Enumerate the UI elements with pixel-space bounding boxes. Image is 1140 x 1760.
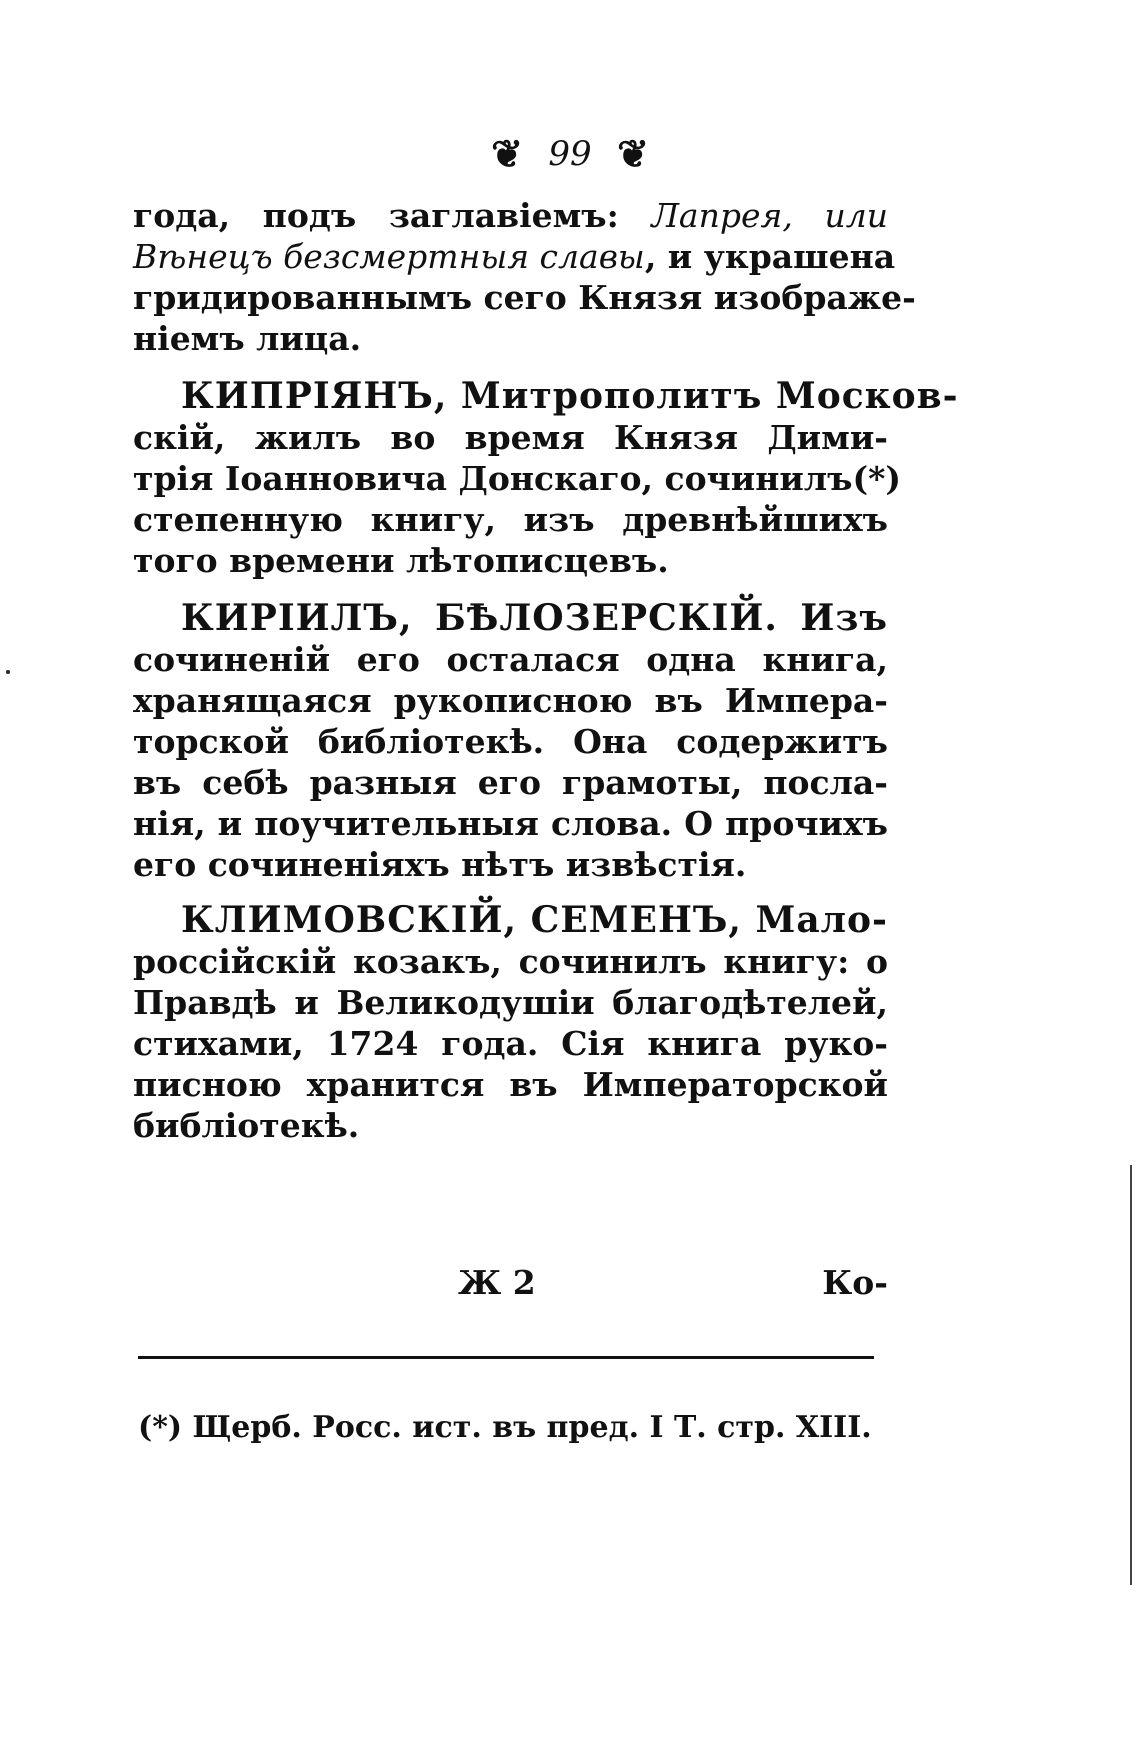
text-line: хранящаяся рукописною въ Импера- — [133, 681, 888, 720]
text-line: степенную книгу, изъ древнѣйшихъ — [133, 500, 888, 539]
text-line: торской библіотекѣ. Она содержитъ — [133, 722, 888, 761]
text-line: гридированнымъ сего Князя изображе- — [133, 278, 916, 317]
text-line: стихами, 1724 года. Сія книга руко- — [133, 1024, 888, 1063]
right-ornament-icon: ❦ — [617, 131, 649, 176]
page-header — [0, 122, 1140, 182]
text-line: ніемъ лица. — [133, 319, 362, 358]
text-line: россійскій козакъ, сочинилъ книгу: о — [133, 942, 888, 981]
scan-speck — [6, 670, 10, 674]
page-footer-line — [133, 1263, 888, 1304]
text-line: того времени лѣтописцевъ. — [133, 541, 669, 580]
entry-heading-line: КИПРІЯНЪ, Митрополитъ Москов- — [181, 375, 959, 417]
footnote-divider — [138, 1356, 874, 1359]
text-line: Вѣнецъ безсмертныя славы, и украшена — [133, 237, 896, 276]
text-line: трія Іоанновича Донскаго, сочинилъ(*) — [133, 459, 901, 498]
left-ornament-icon: ❦ — [491, 131, 523, 176]
entry-heading-line: КЛИМОВСКІЙ, СЕМЕНЪ, Мало- — [181, 899, 888, 941]
text-line: писною хранится въ Императорской — [133, 1065, 888, 1104]
entry-kiprian — [133, 375, 959, 581]
page-number: 99 — [548, 134, 592, 174]
paragraph-continuation — [133, 195, 916, 359]
text-line: нія, и поучительныя слова. О прочихъ — [133, 804, 888, 843]
entry-klimovsky — [133, 900, 888, 1146]
text-line: сочиненій его осталася одна книга, — [133, 640, 888, 679]
footnote: (*) Щерб. Росс. ист. въ пред. I Т. стр. XIII. — [138, 1410, 872, 1445]
text-line: библіотекѣ. — [133, 1106, 360, 1145]
entry-kiriil — [133, 598, 888, 885]
signature-mark: Ж 2 — [458, 1263, 536, 1302]
text-line: года, подъ заглавіемъ: Лапрея, или — [133, 196, 888, 235]
entry-heading-line: КИРІИЛЪ, БѢЛОЗЕРСКІЙ. Изъ — [181, 597, 888, 639]
catchword: Ко- — [822, 1263, 888, 1302]
text-line: въ себѣ разныя его грамоты, посла- — [133, 763, 888, 802]
text-line: скій, жилъ во время Князя Дими- — [133, 418, 888, 457]
text-line: его сочиненіяхъ нѣтъ извѣстія. — [133, 845, 747, 884]
scan-edge-line — [1130, 1165, 1132, 1585]
text-line: Правдѣ и Великодушіи благодѣтелей, — [133, 983, 888, 1022]
